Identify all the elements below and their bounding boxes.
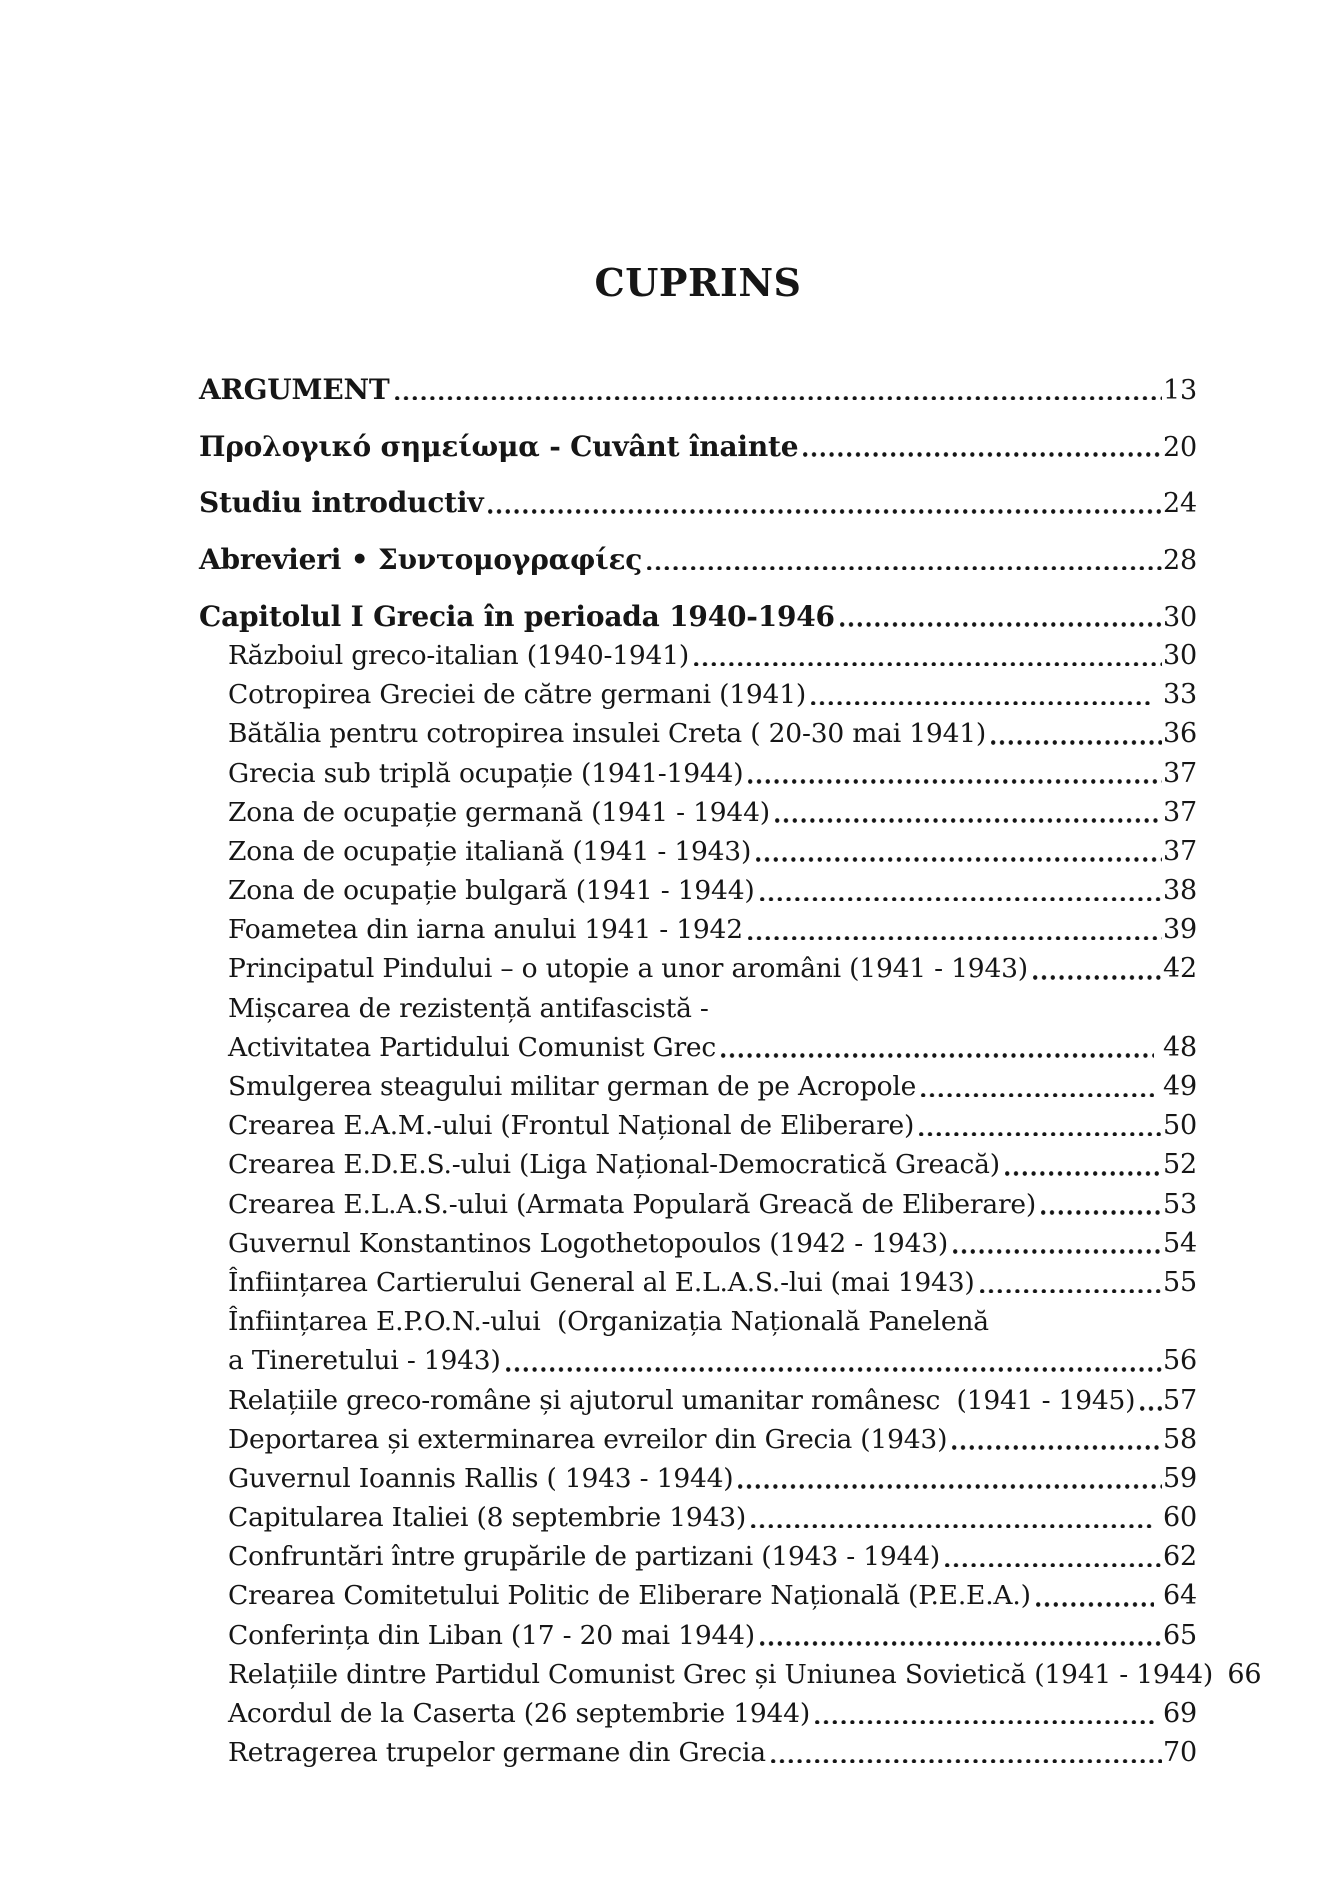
toc-entry-page-number: 20: [1163, 431, 1197, 463]
toc-entry: [199, 949, 1197, 988]
toc-entry: [199, 636, 1197, 675]
dot-leader: [738, 1484, 1162, 1489]
toc-entry: [199, 1028, 1197, 1067]
dot-leader: [1005, 1171, 1162, 1176]
toc-entry-title: Relațiile greco-române și ajutorul umanitar românesc (1941 - 1945): [228, 1384, 1136, 1416]
dot-leader: [694, 662, 1162, 667]
toc-entry-page-number: 66: [1219, 1658, 1262, 1690]
toc-entry-page-number: 38: [1163, 875, 1197, 907]
toc-entry-title: Grecia sub triplă ocupație (1941-1944): [228, 757, 744, 789]
toc-entry: [199, 1067, 1197, 1106]
dot-leader: [1036, 1602, 1154, 1607]
toc-entry: [199, 1694, 1197, 1733]
toc-entry-page-number: 54: [1163, 1227, 1197, 1259]
dot-leader: [945, 1563, 1162, 1568]
toc-entry-title: Guvernul Konstantinos Logothetopoulos (1942 - 1943): [228, 1227, 949, 1259]
toc-entry: [199, 1106, 1197, 1145]
toc-entry-page-number: 69: [1154, 1698, 1197, 1729]
toc-entry-page-number: 13: [1163, 375, 1197, 406]
toc-entry: [199, 427, 1197, 466]
dot-leader: [815, 1720, 1154, 1725]
toc-entry-page-number: 48: [1154, 1031, 1197, 1063]
toc-entry-page-number: 70: [1163, 1737, 1197, 1769]
toc-entry-title: Smulgerea steagului militar german de pe Acropole: [228, 1071, 917, 1102]
toc-entry-page-number: 36: [1163, 718, 1197, 750]
toc-entry-title: Bătălia pentru cotropirea insulei Creta ( 20-30 mai 1941): [228, 718, 987, 750]
toc-entry: [199, 597, 1197, 636]
toc-entry: [199, 1576, 1197, 1615]
toc-entry-title: Crearea E.D.E.S.-ului (Liga Național-Democratică Greacă): [228, 1149, 1000, 1181]
toc-entry: [199, 1616, 1197, 1655]
toc-entry-page-number: 42: [1163, 953, 1197, 985]
toc-entry-title: Zona de ocupație germană (1941 - 1944): [228, 796, 770, 828]
toc-list: [199, 370, 1262, 1772]
toc-entry: [199, 1733, 1197, 1772]
toc-entry: [199, 989, 1197, 1028]
toc-entry: [199, 483, 1197, 522]
toc-entry-page-number: 55: [1163, 1266, 1197, 1298]
toc-entry-title: Deportarea și exterminarea evreilor din Grecia (1943): [228, 1423, 948, 1455]
dot-leader: [748, 779, 1162, 784]
toc-entry-page-number: 59: [1163, 1462, 1197, 1494]
toc-entry: [199, 675, 1197, 714]
dot-leader: [760, 1641, 1162, 1646]
dot-leader: [775, 818, 1162, 823]
toc-entry-page-number: 37: [1163, 796, 1197, 828]
toc-entry: [199, 1655, 1262, 1694]
toc-entry-title: Abrevieri • Συντομογραφίες: [199, 543, 643, 577]
dot-leader: [771, 1759, 1162, 1764]
toc-entry: [199, 1185, 1197, 1224]
toc-entry: [199, 1145, 1197, 1184]
dot-leader: [748, 936, 1162, 941]
toc-entry-page-number: 65: [1163, 1619, 1197, 1651]
toc-entry-title: Relațiile dintre Partidul Comunist Grec și Uniunea Sovietică (1941 - 1944): [228, 1658, 1214, 1690]
toc-entry: [199, 370, 1197, 409]
toc-entry: [199, 832, 1197, 871]
toc-entry: [199, 1341, 1197, 1380]
toc-entry: [199, 1224, 1197, 1263]
dot-leader: [488, 509, 1162, 514]
toc-entry-page-number: 33: [1154, 679, 1197, 711]
toc-entry-title: Foametea din iarna anului 1941 - 1942: [228, 914, 743, 946]
toc-entry: [199, 1459, 1197, 1498]
page-title: CUPRINS: [594, 260, 802, 305]
toc-entry-title: Mișcarea de rezistență antifascistă -: [228, 992, 709, 1024]
toc-entry-page-number: 60: [1154, 1502, 1197, 1534]
dot-leader: [953, 1249, 1162, 1254]
toc-entry-page-number: 50: [1163, 1110, 1197, 1142]
toc-entry-title: Înființarea E.P.O.N.-ului (Organizația Națională Panelenă: [228, 1306, 989, 1338]
toc-entry-title: Zona de ocupație bulgară (1941 - 1944): [228, 875, 755, 907]
dot-leader: [756, 857, 1162, 862]
toc-entry-title: Zona de ocupație italiană (1941 - 1943): [228, 835, 752, 867]
toc-entry: [199, 1302, 1197, 1341]
toc-entry-title: Retragerea trupelor germane din Grecia: [228, 1737, 766, 1769]
toc-entry-title: Cotropirea Greciei de către germani (1941): [228, 679, 806, 711]
toc-entry: [199, 1263, 1197, 1302]
toc-entry-title: Confruntări între grupările de partizani (1943 - 1944): [228, 1541, 940, 1573]
toc-entry-title: ARGUMENT: [199, 373, 390, 406]
toc-entry: [199, 540, 1197, 579]
dot-leader: [647, 566, 1162, 571]
dot-leader: [714, 1014, 1196, 1019]
toc-entry: [199, 1420, 1197, 1459]
toc-entry-page-number: 56: [1163, 1345, 1197, 1377]
toc-entry: [199, 1498, 1197, 1537]
toc-entry-title: Capitularea Italiei (8 septembrie 1943): [228, 1502, 747, 1534]
toc-entry-page-number: 58: [1163, 1423, 1197, 1455]
toc-entry-title: Capitolul I Grecia în perioada 1940-1946: [199, 599, 835, 633]
toc-entry: [199, 714, 1197, 753]
dot-leader: [952, 1445, 1162, 1450]
toc-entry-title: Crearea Comitetului Politic de Eliberare Națională (P.E.E.A.): [228, 1580, 1031, 1612]
dot-leader: [811, 701, 1154, 706]
toc-entry: [199, 754, 1197, 793]
dot-leader: [1033, 975, 1162, 980]
toc-entry-title: Προλογικό σημείωμα - Cuvânt înainte: [199, 429, 799, 463]
toc-entry: [199, 793, 1197, 832]
toc-entry-title: Studiu introductiv: [199, 486, 484, 520]
toc-entry-page-number: 30: [1163, 639, 1197, 671]
dot-leader: [395, 396, 1163, 401]
toc-entry-title: Acordul de la Caserta (26 septembrie 1944): [228, 1698, 810, 1729]
dot-leader: [840, 622, 1162, 627]
dot-leader: [751, 1524, 1154, 1529]
toc-entry-page-number: 64: [1154, 1580, 1197, 1612]
toc-entry-page-number: 62: [1163, 1541, 1197, 1573]
toc-entry: [199, 1537, 1197, 1576]
toc-entry-page-number: 37: [1163, 757, 1197, 789]
toc-entry-page-number: 30: [1163, 601, 1197, 633]
dot-leader: [921, 1093, 1154, 1098]
dot-leader: [919, 1132, 1162, 1137]
toc-entry-page-number: 37: [1163, 835, 1197, 867]
toc-entry-title: Conferința din Liban (17 - 20 mai 1944): [228, 1619, 755, 1651]
dot-leader: [1041, 1210, 1162, 1215]
toc-entry: [199, 910, 1197, 949]
toc-entry-title: Războiul greco-italian (1940-1941): [228, 639, 690, 671]
dot-leader: [506, 1367, 1162, 1372]
toc-entry: [199, 1381, 1197, 1420]
toc-entry-title: Guvernul Ioannis Rallis ( 1943 - 1944): [228, 1462, 734, 1494]
toc-entry-page-number: 28: [1163, 545, 1197, 577]
toc-entry-page-number: 24: [1163, 488, 1197, 520]
dot-leader: [760, 897, 1163, 902]
toc-entry-page-number: 52: [1163, 1149, 1197, 1181]
toc-entry-title: Crearea E.L.A.S.-ului (Armata Populară Greacă de Eliberare): [228, 1188, 1037, 1220]
toc-entry-page-number: 39: [1163, 914, 1197, 946]
dot-leader: [1140, 1406, 1162, 1411]
toc-entry-page-number: 57: [1163, 1384, 1197, 1416]
toc-entry-title: Principatul Pindului – o utopie a unor aromâni (1941 - 1943): [228, 953, 1028, 985]
dot-leader: [980, 1289, 1163, 1294]
dot-leader: [803, 452, 1162, 457]
toc-entry-title: Crearea E.A.M.-ului (Frontul Național de Eliberare): [228, 1110, 915, 1142]
toc-entry: [199, 871, 1197, 910]
toc-entry-title: Activitatea Partidului Comunist Grec: [228, 1031, 717, 1063]
toc-entry-title: Înființarea Cartierului General al E.L.A.S.-lui (mai 1943): [228, 1266, 975, 1298]
toc-entry-page-number: 49: [1154, 1071, 1197, 1102]
dot-leader: [994, 1328, 1196, 1333]
dot-leader: [991, 740, 1162, 745]
toc-entry-title: a Tineretului - 1943): [228, 1345, 501, 1377]
dot-leader: [721, 1053, 1154, 1058]
toc-entry-page-number: 53: [1163, 1188, 1197, 1220]
